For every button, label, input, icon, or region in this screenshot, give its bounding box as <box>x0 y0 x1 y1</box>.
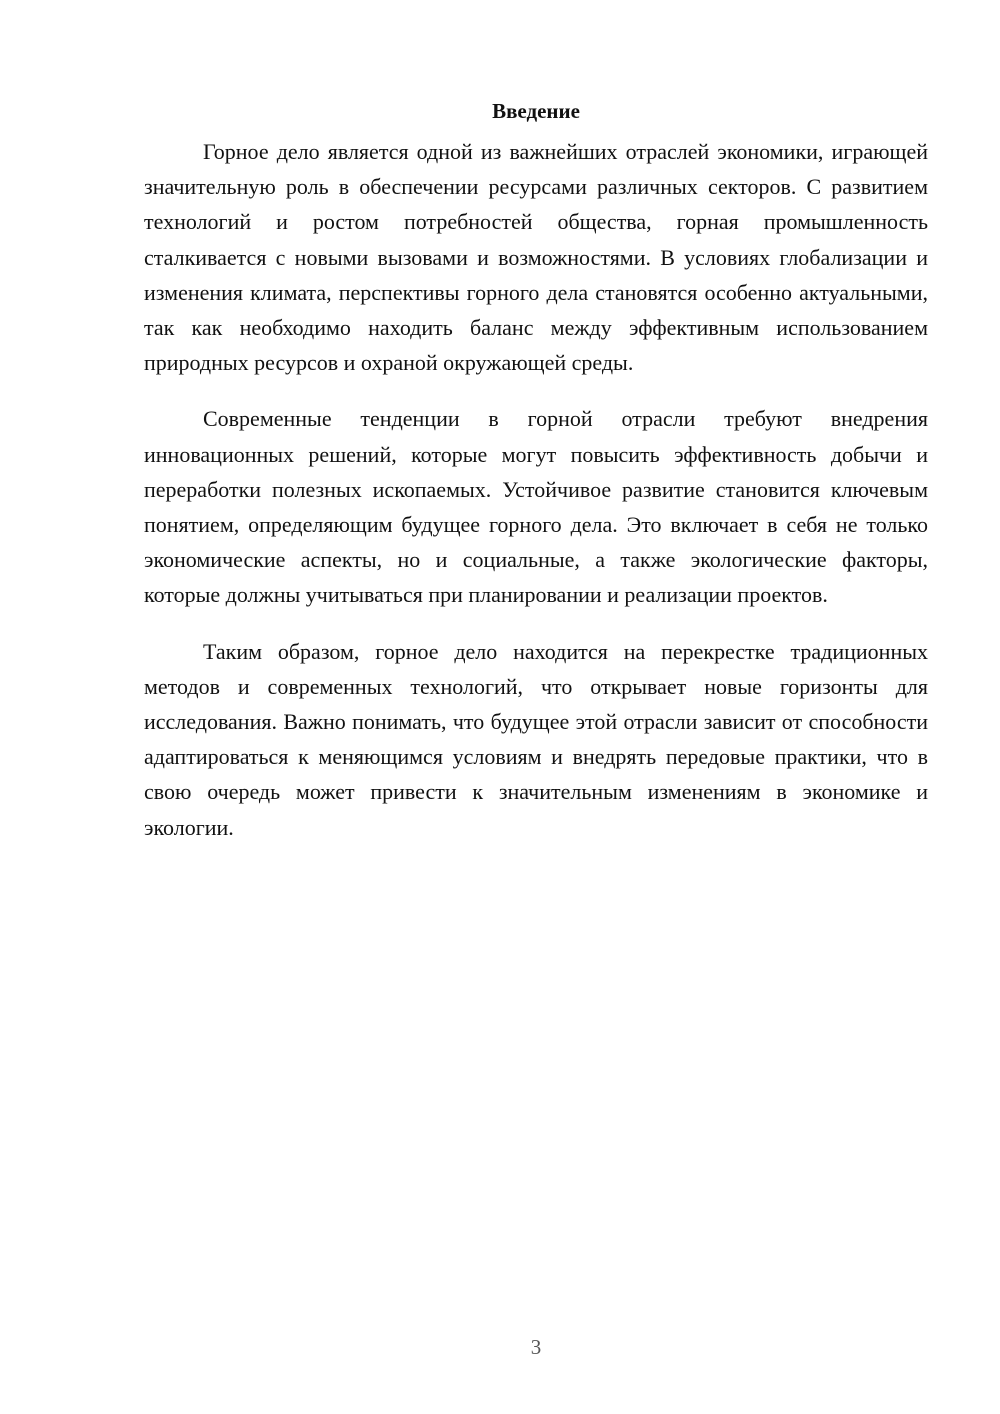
paragraph-2: Современные тенденции в горной отрасли требуют внедрения инновационных решений, которые могут повысить эффективность добычи и переработки полезных ископаемых. Устойчивое развитие становится ключевым понятием, определяющим будущее горного дела. Это включает в себя не только экономические аспекты, но и социальные, а также экологические факторы, которые должны учитываться при планировании и реализации проектов. <box>144 406 928 608</box>
page-number: 3 <box>530 1335 542 1359</box>
paragraph-3: Таким образом, горное дело находится на перекрестке традиционных методов и современных технологий, что открывает новые горизонты для исследования. Важно понимать, что будущее этой отрасли зависит от способности адаптироваться к меняющимся условиям и внедрять передовые практики, что в свою очередь может привести к значительным изменениям в экономике и экологии. <box>144 638 928 840</box>
paragraph-1: Горное дело является одной из важнейших отраслей экономики, играющей значительную роль в обеспечении ресурсами различных секторов. С развитием технологий и ростом потребностей общества, горная промышленность сталкивается с новыми вызовами и возможностями. В условиях глобализации и изменения климата, перспективы горного дела становятся особенно актуальными, так как необходимо находить баланс между эффективным использованием природных ресурсов и охраной окружающей среды. <box>144 139 928 376</box>
page-content <box>144 96 928 866</box>
section-title: Введение <box>492 99 580 123</box>
